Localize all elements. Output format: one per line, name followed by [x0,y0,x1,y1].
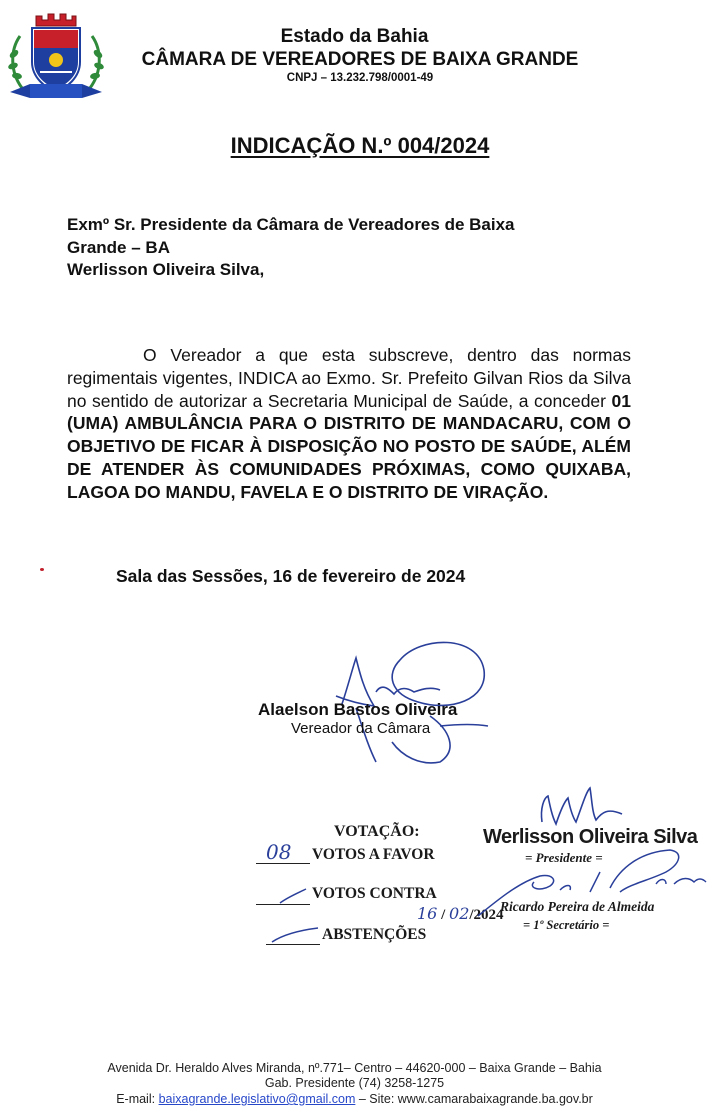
president-signature-icon [530,782,630,832]
body-text-regular: O Vereador a que esta subscreve, dentro das normas regimentais vigentes, INDICA ao Exmo. Sr. Prefeito Gilvan Rios da Silva no sentido de autorizar a Secretaria Municipal de Saúde, a conceder [67,345,631,411]
footer-phone: Gab. Presidente (74) 3258-1275 [264,1076,445,1090]
chamber-heading: CÂMARA DE VEREADORES DE BAIXA GRANDE [141,49,579,70]
cnpj-line: CNPJ – 13.232.798/0001-49 [286,72,434,84]
votes-contra-label: VOTOS CONTRA [312,885,437,902]
footer-address: Avenida Dr. Heraldo Alves Miranda, nº.771– Centro – 44620-000 – Baixa Grande – Bahia [107,1061,602,1075]
signer-role: Vereador da Câmara [291,720,431,737]
pen-stroke-icon [270,926,320,944]
abstentions-row [322,926,426,944]
signer-name: Alaelson Bastos Oliveira [258,700,458,719]
votes-contra-row [312,885,437,903]
footer-site: – Site: www.camarabaixagrande.ba.gov.br [355,1092,593,1106]
session-date-line: Sala das Sessões, 16 de fevereiro de 2024 [116,566,466,586]
addressee-line: Exmº Sr. Presidente da Câmara de Vereadores de Baixa [67,215,515,234]
blank-line [266,944,320,945]
abstentions-label: ABSTENÇÕES [322,926,427,943]
body-text-bold: 01 (UMA) AMBULÂNCIA PARA O DISTRITO DE MANDACARU, COM O OBJETIVO DE FICAR À DISPOSIÇÃO NO POSTO DE SAÚDE, ALÉM DE ATENDER ÀS COMUNIDADES PRÓXIMAS, COMO QUIXABA, LAGOA DO MANDU, FAVELA E O DISTRITO DE VIRAÇÃO. [67,390,631,502]
indication-body [67,344,631,504]
ink-mark [40,568,44,571]
voting-title: VOTAÇÃO: [334,823,420,840]
addressee-name: Werlisson Oliveira Silva, [67,260,265,279]
date-month: 02 [449,904,470,923]
secretary-name: Ricardo Pereira de Almeida [500,899,655,914]
footer-email-label: E-mail: [116,1092,159,1106]
state-heading: Estado da Bahia [280,26,429,47]
date-day: 16 [417,904,438,923]
date-separator: / [437,907,450,923]
footer-contact [0,1092,709,1106]
president-name: Werlisson Oliveira Silva [483,826,698,848]
votes-favor-row [266,840,435,864]
coat-of-arms-icon [4,10,108,102]
pen-stroke-icon [278,887,308,905]
footer-email-link[interactable]: baixagrande.legislativo@gmail.com [158,1092,356,1106]
date-year: /2024 [469,907,504,923]
president-role: = Presidente = [525,850,603,865]
secretary-role: = 1º Secretário = [523,918,610,932]
votes-favor-count: 08 [266,840,292,864]
addressee-block [67,214,627,282]
votes-favor-label: VOTOS A FAVOR [312,846,435,863]
document-title: INDICAÇÃO N.º 004/2024 [230,133,490,158]
addressee-line: Grande – BA [67,237,170,257]
